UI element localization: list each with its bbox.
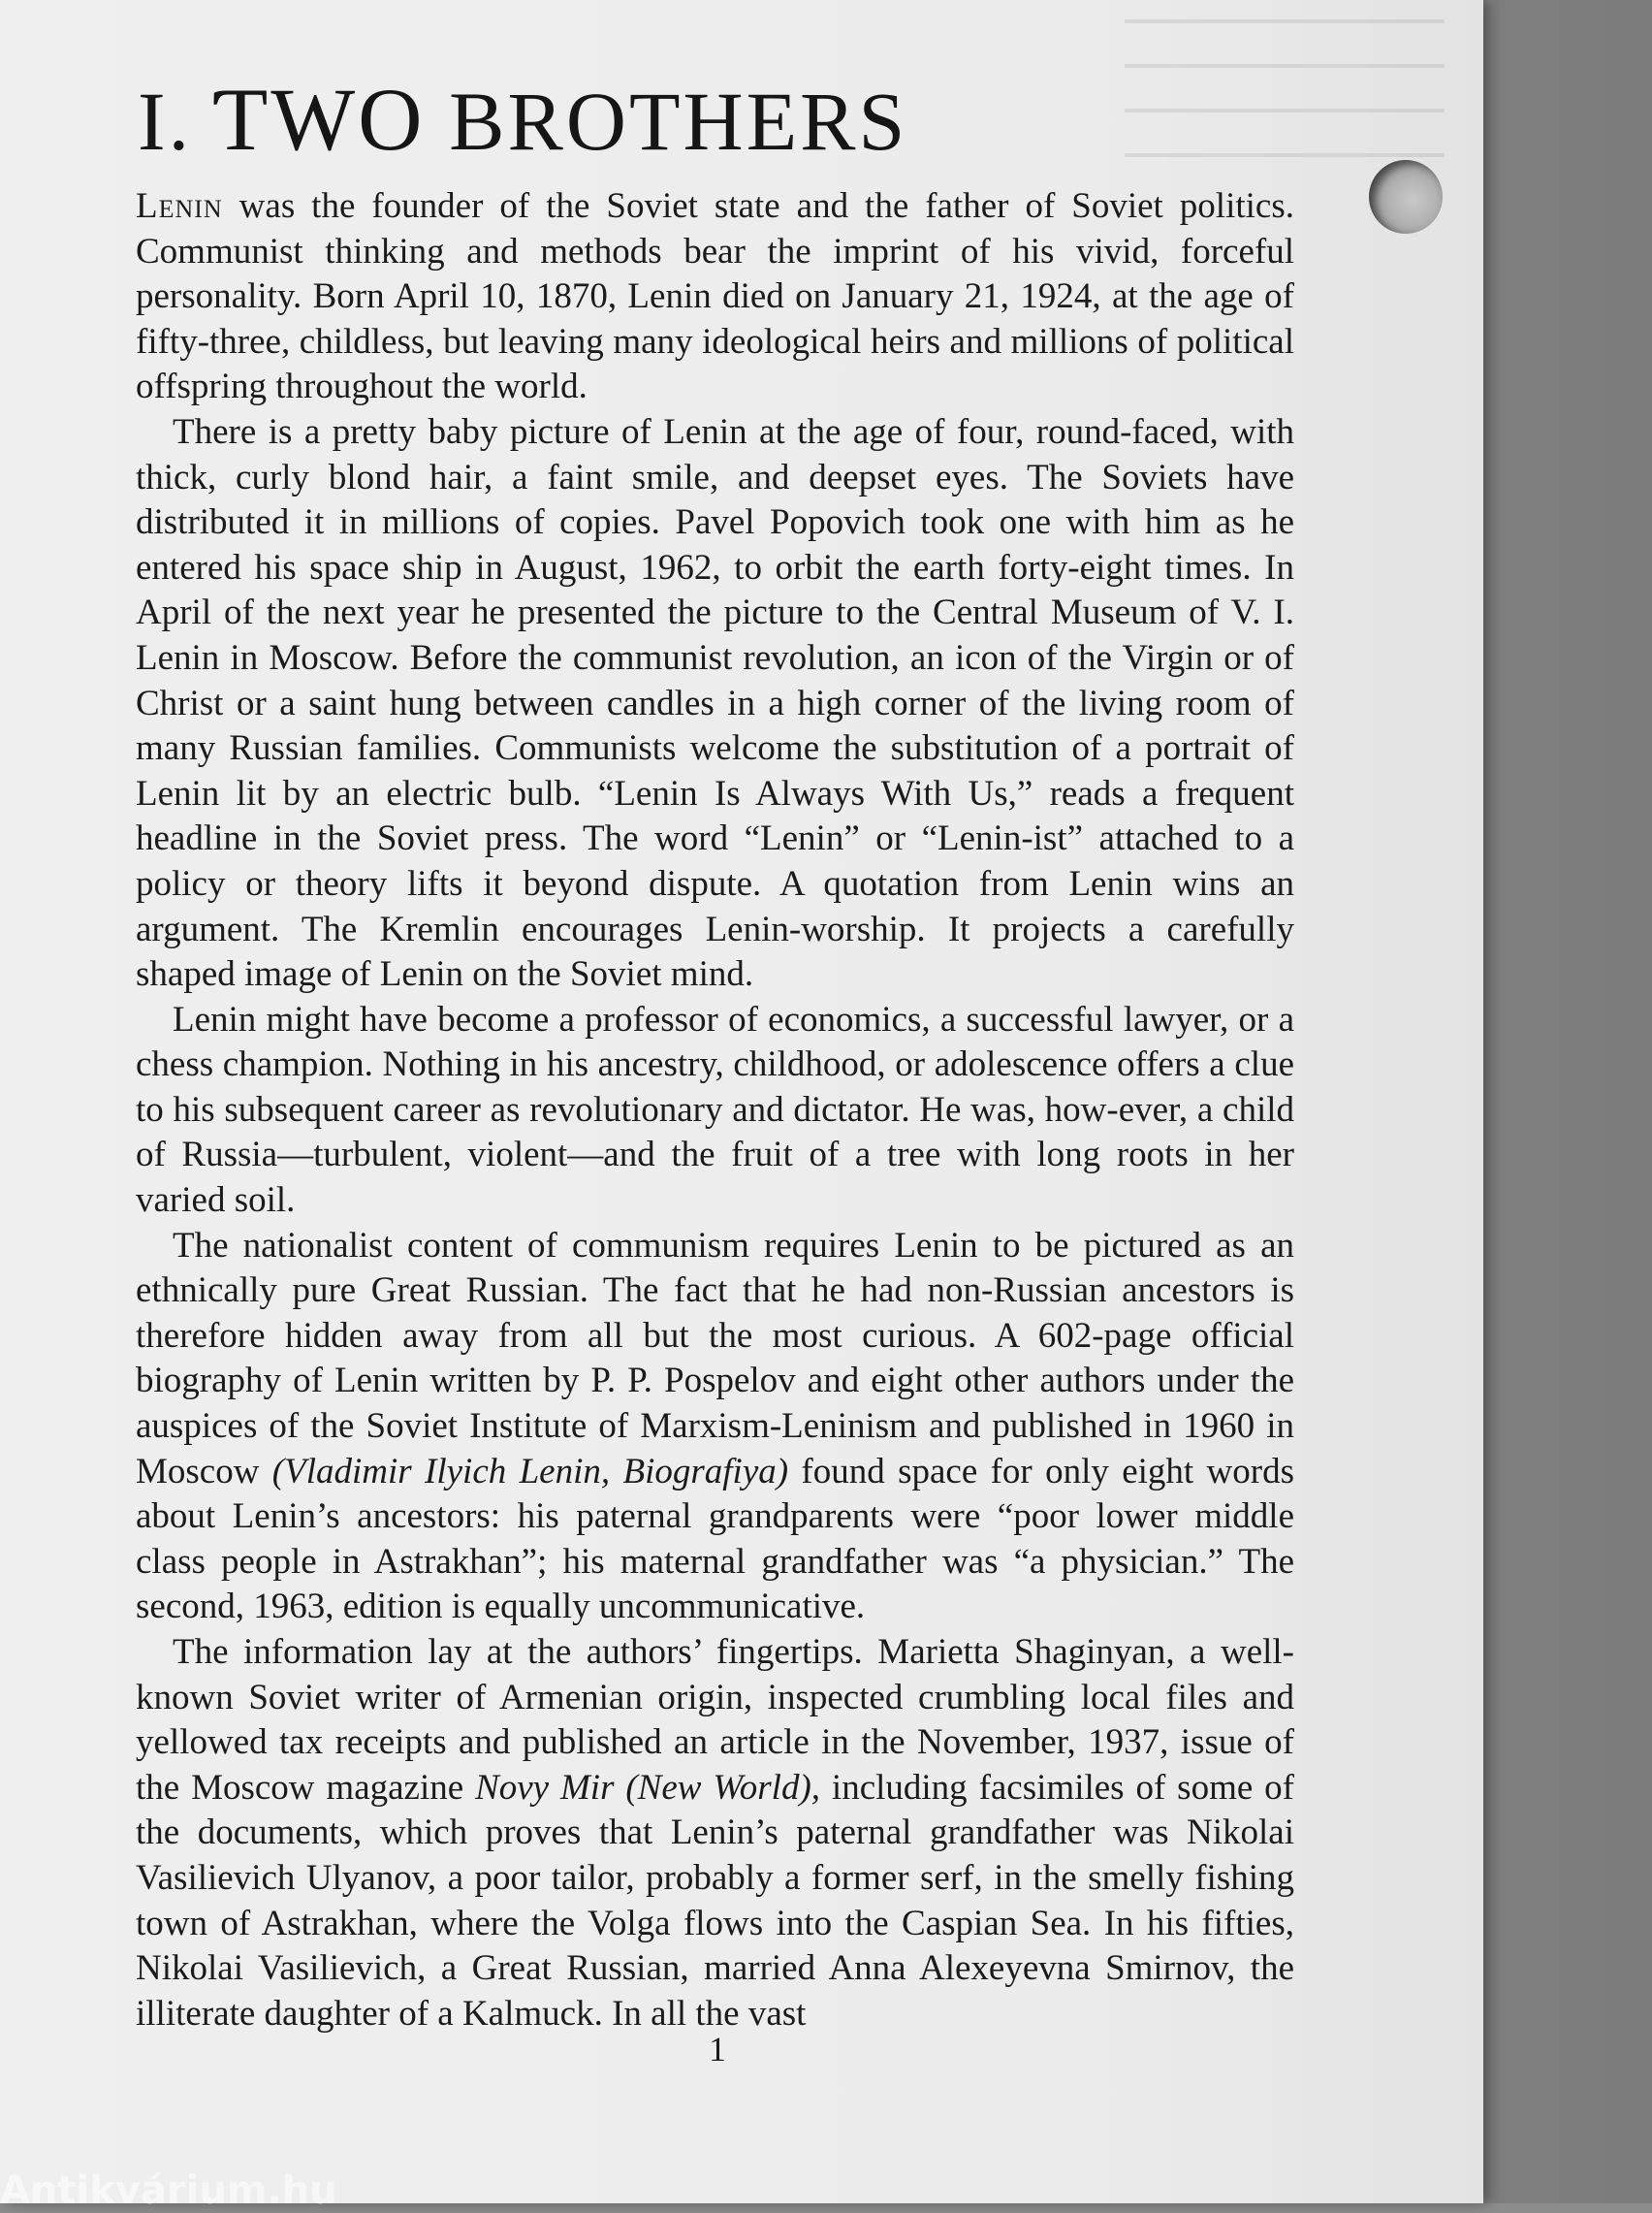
paragraph-text: was the founder of the Soviet state and the father of Soviet politics. Communist thinking and methods bear the imprint of his vivid, forceful personality. Born April 10, 1870, Lenin died on January 21, 1924, at the age of fifty-three, childless, but leaving many ideological heirs and millions of political offspring throughout the world.: [136, 186, 1294, 407]
chapter-title-rest: BROTHERS: [449, 75, 908, 168]
paragraph-text: The nationalist content of communism requires Lenin to be pictured as an ethnically pure Great Russian. The fact that he had non-Russian ancestors is therefore hidden away from all but the most curious. A 602-page official biography of Lenin written by P. P. Pospelov and eight other authors under the auspices of the Soviet Institute of Marxism-Leninism and published in 1960 in Moscow: [136, 1225, 1294, 1491]
opening-word: Lenin: [136, 186, 223, 226]
watermark: Antikvárium.hu: [0, 2168, 337, 2213]
paragraph-text: The information lay at the authors’ fingertips. Marietta Shaginyan, a well-known Soviet writer of Armenian origin, inspected crumbling local files and yellowed tax receipts and published an article in the November, 1937, issue of the Moscow magazine: [136, 1632, 1294, 1808]
book-title-italic: (Vladimir Ilyich Lenin, Biografiya): [271, 1451, 789, 1491]
paragraph-text: including facsimiles of some of the documents, which proves that Lenin’s paternal grandfather was Nikolai Vasilievich Ulyanov, a poor tailor, probably a former serf, in the smelly fishing town of Astrakhan, where the Volga flows into the Caspian Sea. In his fifties, Nikolai Vasilievich, a Great Russian, married Anna Alexeyevna Smirnov, the illiterate daughter of a Kalmuck. In all the vast: [136, 1767, 1294, 2034]
magazine-title-italic: Novy Mir (New World),: [475, 1767, 821, 1808]
paragraph-3: Lenin might have become a professor of economics, a successful lawyer, or a chess champion. Nothing in his ancestry, childhood, or adolescence offers a clue to his subsequent career as revolutionary and dictator. He was, how-ever, a child of Russia—turbulent, violent—and the fruit of a tree with long roots in her varied soil.: [136, 999, 1294, 1221]
chapter-number: I.: [138, 75, 193, 168]
page-number: 1: [709, 2030, 726, 2069]
punch-hole: [1369, 160, 1443, 234]
paragraph-4: [136, 1224, 1294, 1630]
chapter-drop-word: ƬWO: [213, 70, 426, 169]
paragraph-text: found space for only eight words about Lenin’s ancestors: his paternal grandparents were “poor lower middle class people in Astrakhan”; his maternal grandfather was “a physician.” The second, 1963, edition is equally uncommunicative.: [136, 1451, 1294, 1627]
chapter-title: [138, 68, 907, 171]
chapter-body: [136, 184, 1294, 2037]
paragraph-5: [136, 1630, 1294, 2037]
paragraph-2: There is a pretty baby picture of Lenin at the age of four, round-faced, with thick, curly blond hair, a faint smile, and deepset eyes. The Soviets have distributed it in millions of copies. Pavel Popovich took one with him as he entered his space ship in August, 1962, to orbit the earth forty-eight times. In April of the next year he presented the picture to the Central Museum of V. I. Lenin in Moscow. Before the communist revolution, an icon of the Virgin or of Christ or a saint hung between candles in a high corner of the living room of many Russian families. Communists welcome the substitution of a portrait of Lenin lit by an electric bulb. “Lenin Is Always With Us,” reads a frequent headline in the Soviet press. The word “Lenin” or “Lenin-ist” attached to a policy or theory lifts it beyond dispute. A quotation from Lenin wins an argument. The Kremlin encourages Lenin-worship. It projects a carefully shaped image of Lenin on the Soviet mind.: [136, 411, 1294, 995]
paragraph-1: [136, 184, 1294, 410]
